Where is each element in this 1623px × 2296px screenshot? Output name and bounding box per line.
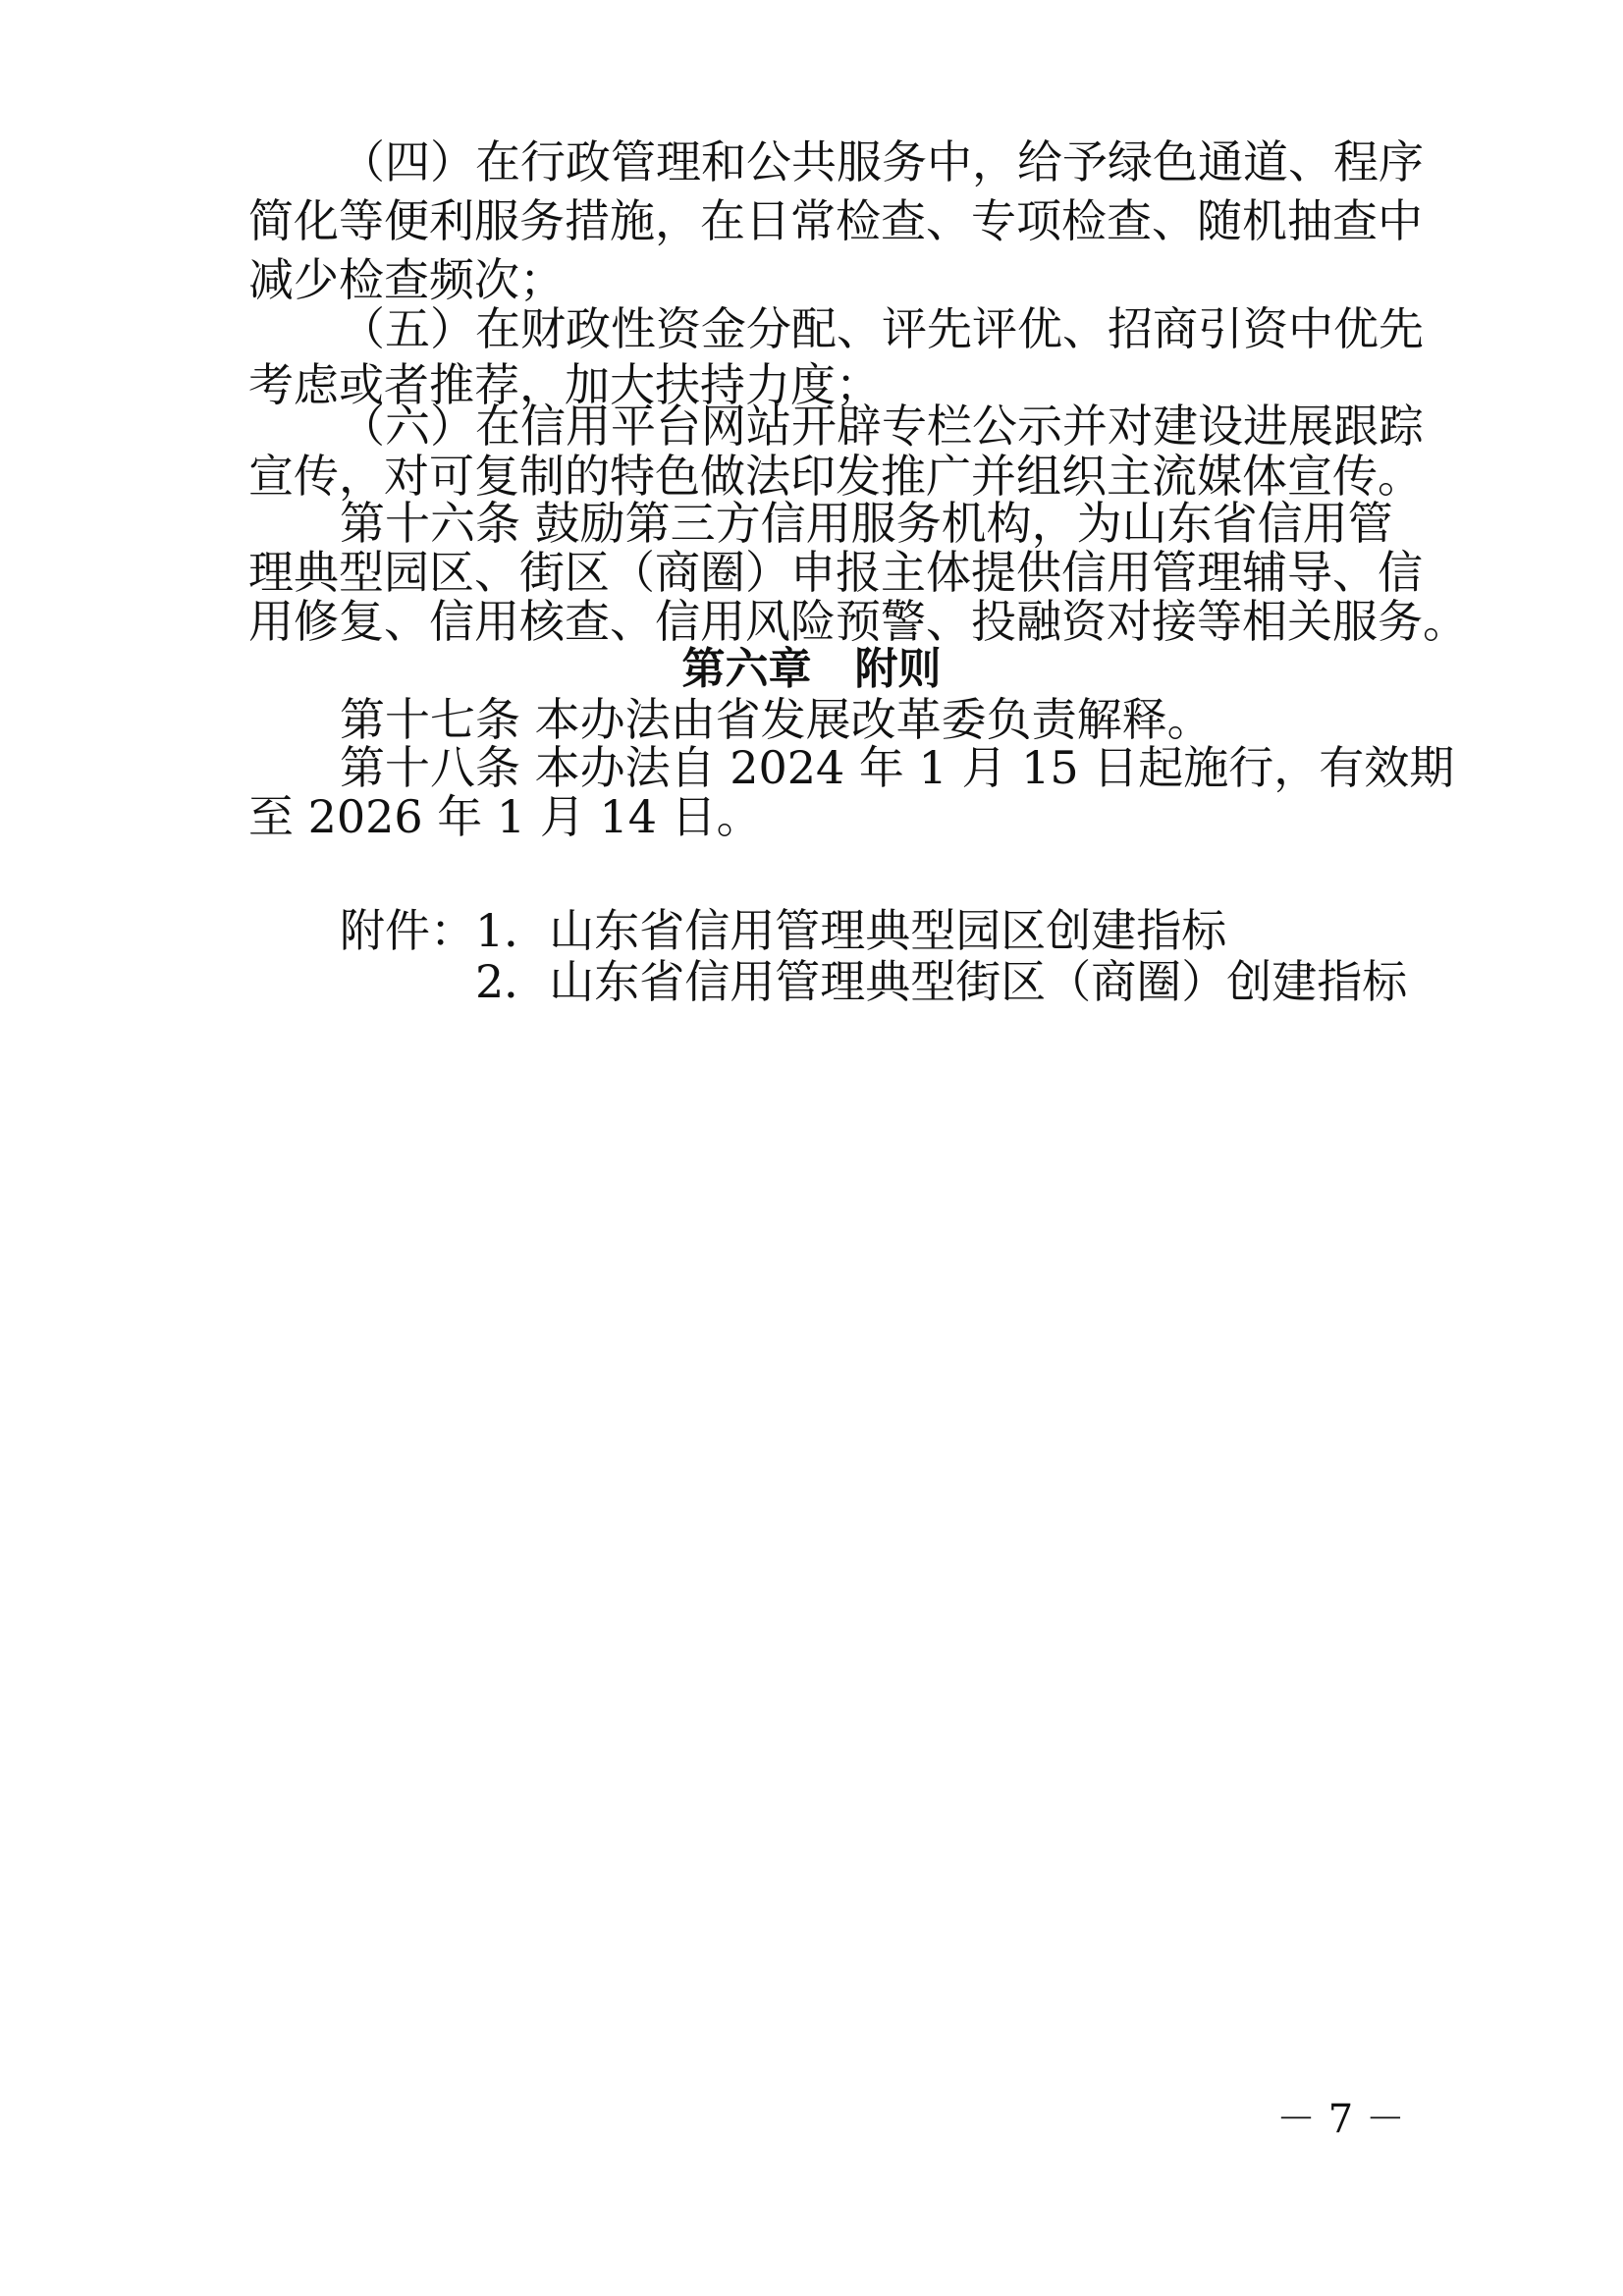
paragraph-5-line-1: （五）在财政性资金分配、评先评优、招商引资中优先: [340, 302, 1424, 355]
attachment-item-2: 2．山东省信用管理典型街区（商圈）创建指标: [475, 955, 1408, 1008]
paragraph-6-line-1: （六）在信用平台网站开辟专栏公示并对建设进展跟踪: [340, 400, 1424, 453]
article-16-line-2: 理典型园区、街区（商圈）申报主体提供信用管理辅导、信: [248, 546, 1423, 599]
paragraph-4-line-2: 简化等便利服务措施，在日常检查、专项检查、随机抽查中: [248, 194, 1423, 247]
paragraph-5-line-2: 考虑或者推荐，加大扶持力度；: [248, 358, 881, 411]
page-number: － 7 －: [1276, 2097, 1405, 2142]
attachments-label: 附件：: [340, 904, 475, 957]
paragraph-4-line-3: 减少检查频次；: [248, 253, 565, 306]
article-17-line-1: 第十七条 本办法由省发展改革委负责解释。: [340, 693, 1213, 746]
article-18-line-1: 第十八条 本办法自 2024 年 1 月 15 日起施行，有效期: [340, 741, 1455, 794]
paragraph-6-line-2: 宣传，对可复制的特色做法印发推广并组织主流媒体宣传。: [248, 450, 1423, 503]
paragraph-4-line-1: （四）在行政管理和公共服务中，给予绿色通道、程序: [340, 135, 1424, 188]
article-16-line-3: 用修复、信用核查、信用风险预警、投融资对接等相关服务。: [248, 595, 1468, 648]
article-16-line-1: 第十六条 鼓励第三方信用服务机构，为山东省信用管: [340, 497, 1393, 550]
article-18-line-2: 至 2026 年 1 月 14 日。: [248, 790, 762, 843]
chapter-heading: 第六章 附则: [681, 644, 942, 694]
attachment-item-1: 1．山东省信用管理典型园区创建指标: [475, 904, 1227, 957]
